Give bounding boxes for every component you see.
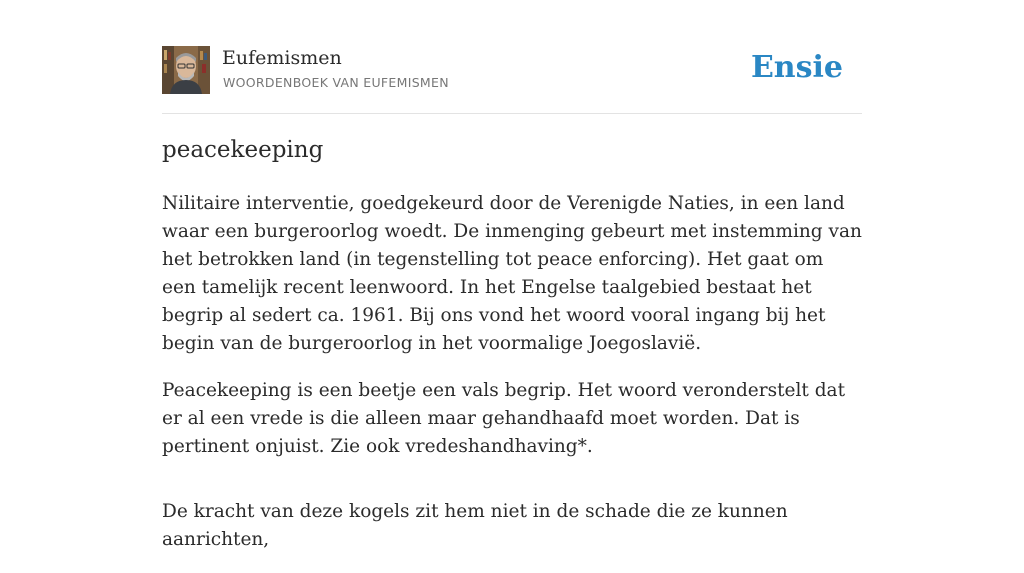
entry-title: peacekeeping: [162, 137, 324, 163]
commentary-paragraph: Peacekeeping is een beetje een vals begrip. Het woord veronderstelt dat er al een vrede is die alleen maar gehandhaafd moet worden. Dat is pertinent onjuist. Zie ook vredeshandhaving*.: [162, 380, 846, 457]
definition-paragraph: Nilitaire interventie, goedgekeurd door de Verenigde Naties, in een land waar een burgeroorlog woedt. De inmenging gebeurt met instemming van het betrokken land (in tegenstelling tot peace enforcing). Het gaat om een tamelijk recent leenwoord. In het Engelse taalgebied bestaat het begrip al sedert ca. 1961. Bij ons vond het woord vooral ingang bij het begin van de burgeroorlog in het voormalige Joegoslavië.: [162, 193, 862, 354]
author-subtitle: WOORDENBOEK VAN EUFEMISMEN: [223, 75, 449, 90]
entry-header: [162, 46, 862, 96]
author-name[interactable]: Eufemismen: [222, 47, 342, 69]
quote-paragraph: De kracht van deze kogels zit hem niet in de schade die ze kunnen aanrichten,: [162, 501, 788, 550]
author-avatar[interactable]: [162, 46, 210, 94]
author-portrait-icon: [162, 46, 210, 94]
entry-body: [162, 190, 862, 573]
header-divider: [162, 113, 862, 114]
brand-logo[interactable]: Ensie: [750, 50, 843, 85]
